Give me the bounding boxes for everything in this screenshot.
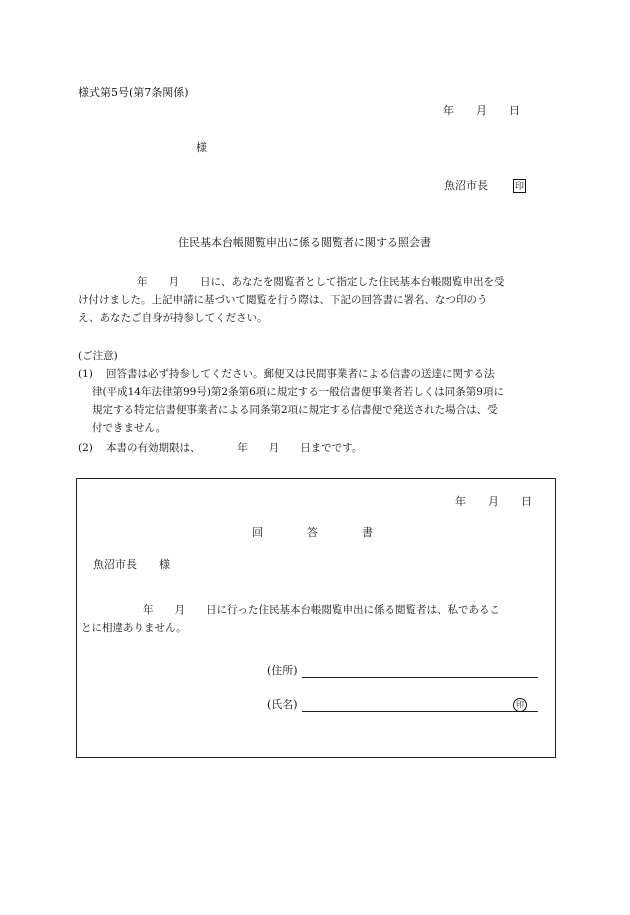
- note-2-number: (2): [78, 442, 93, 454]
- address-label: (住所): [267, 664, 298, 677]
- intro-line-1: 年 月 日に、あなたを閲覧者として指定した住民基本台帳閲覧申出を受: [137, 276, 505, 288]
- reply-title: 回 答 書: [252, 526, 373, 539]
- name-label: (氏名): [267, 698, 298, 711]
- note-1-line-3: 規定する特定信書便事業者による同条第2項に規定する信書便で発送された場合は、受: [92, 404, 498, 416]
- name-line[interactable]: [302, 711, 538, 712]
- note-1-number: (1): [78, 368, 93, 380]
- reply-form-box: [76, 478, 556, 758]
- recipient-suffix: 様: [196, 141, 207, 154]
- note-2-line-1: 本書の有効期限は、 年 月 日までです。: [106, 442, 363, 454]
- note-1-line-2: 律(平成14年法律第99号)第2条第6項に規定する一般信書便事業者若しくは同条第9項に: [92, 386, 504, 398]
- document-title: 住民基本台帳閲覧申出に係る閲覧者に関する照会書: [178, 236, 431, 249]
- note-1-line-4: 付できません。: [92, 422, 167, 434]
- intro-line-3: え、あなたご自身が持参してください。: [78, 312, 268, 324]
- name-seal: 印: [513, 698, 527, 712]
- issuer-name: 魚沼市長: [444, 179, 488, 192]
- issuer-seal: 印: [513, 179, 526, 193]
- reply-body-line-2: とに相違ありません。: [81, 622, 187, 634]
- intro-line-2: け付けました。上記申請に基づいて閲覧を行う際は、下記の回答書に署名、なつ印のう: [78, 294, 488, 306]
- issuer-block: [444, 179, 526, 193]
- form-id: 様式第5号(第7条関係): [78, 86, 189, 99]
- note-1-line-1: 回答書は必ず持参してください。郵便又は民間事業者による信書の送達に関する法: [106, 368, 495, 380]
- notes-heading: (ご注意): [78, 350, 118, 362]
- reply-addressee: 魚沼市長 様: [93, 558, 170, 571]
- reply-body-line-1: 年 月 日に行った住民基本台帳閲覧申出に係る閲覧者は、私であるこ: [143, 604, 500, 616]
- address-line[interactable]: [302, 677, 538, 678]
- name-seal-wrapper: [513, 697, 527, 712]
- reply-date: 年 月 日: [455, 495, 532, 508]
- date-header: 年 月 日: [443, 104, 520, 117]
